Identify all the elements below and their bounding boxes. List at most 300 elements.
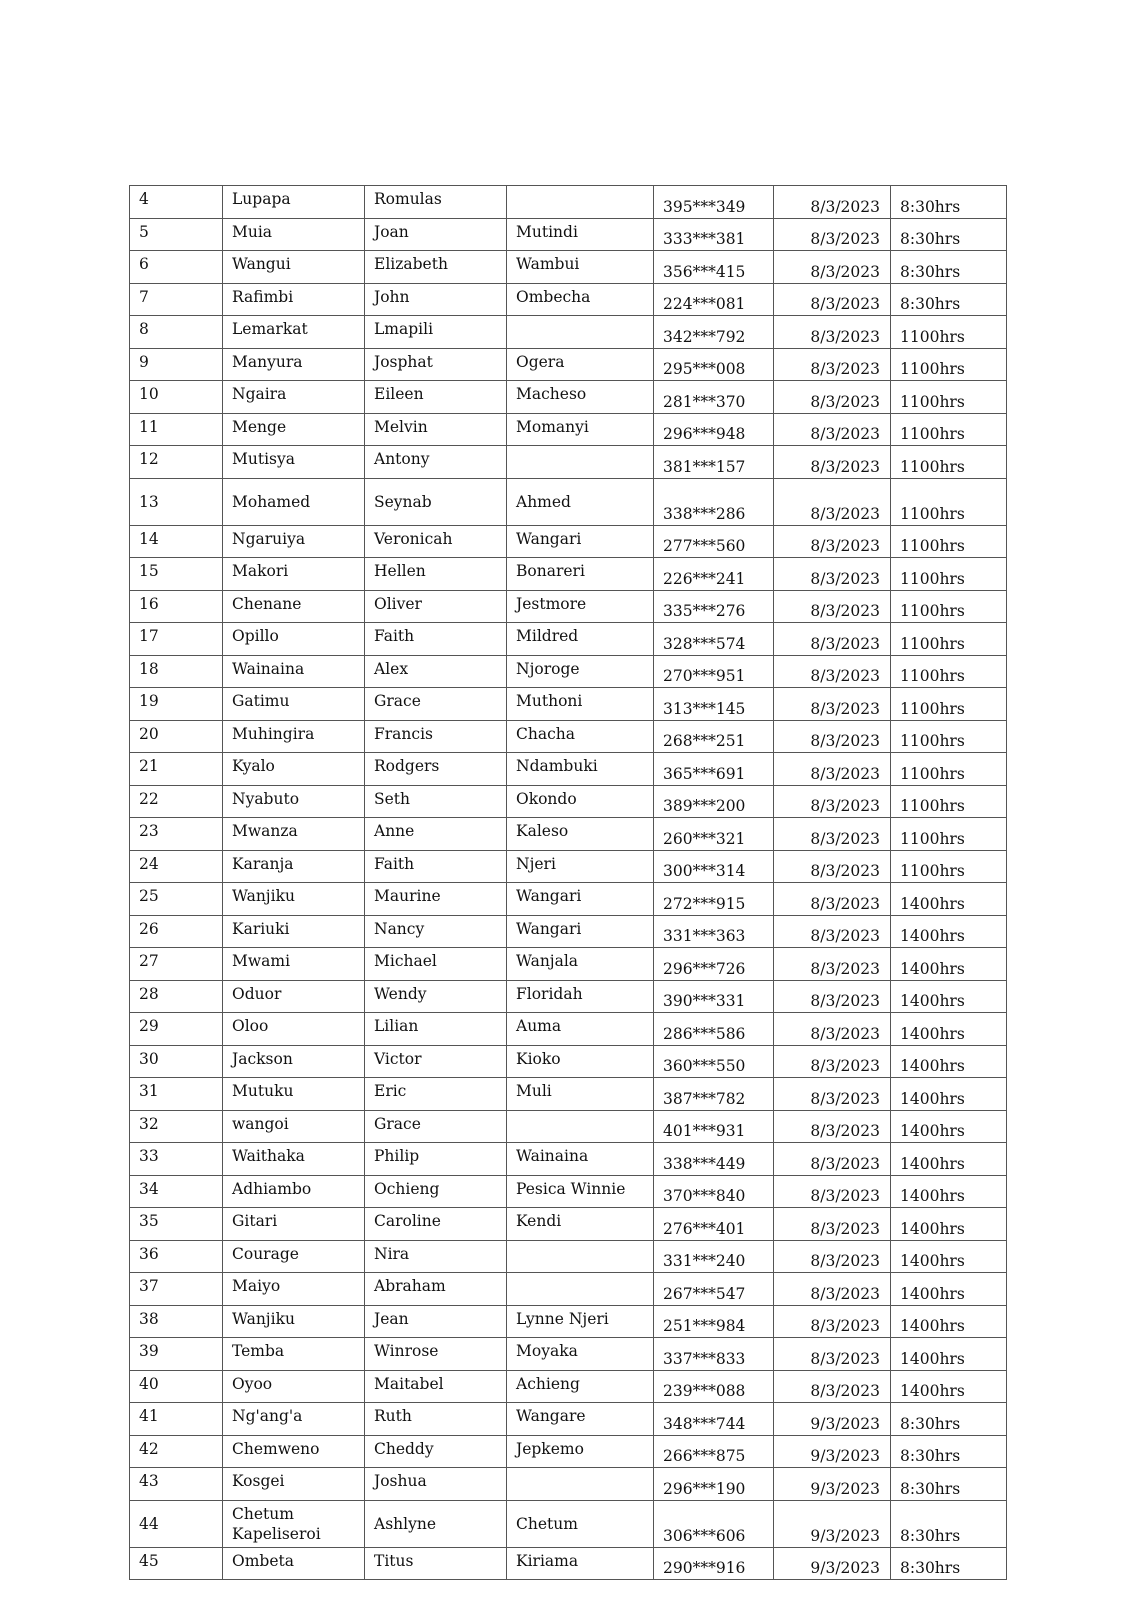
cell-surname: Opillo bbox=[223, 623, 365, 656]
cell-time: 1400hrs bbox=[891, 1013, 1007, 1046]
cell-first-name: Veronicah bbox=[365, 525, 507, 558]
table-row bbox=[130, 1013, 1007, 1046]
cell-first-name: Antony bbox=[365, 446, 507, 479]
cell-first-name: Lmapili bbox=[365, 316, 507, 349]
cell-number: 31 bbox=[130, 1078, 223, 1111]
cell-id-number: 331***240 bbox=[654, 1240, 774, 1273]
cell-time: 1400hrs bbox=[891, 1370, 1007, 1403]
cell-surname: Wainaina bbox=[223, 655, 365, 688]
cell-id-number: 356***415 bbox=[654, 251, 774, 284]
cell-date: 8/3/2023 bbox=[774, 623, 891, 656]
table-row bbox=[130, 186, 1007, 219]
table-row bbox=[130, 753, 1007, 786]
cell-number: 4 bbox=[130, 186, 223, 219]
cell-surname: Kyalo bbox=[223, 753, 365, 786]
cell-time: 1400hrs bbox=[891, 915, 1007, 948]
cell-time: 8:30hrs bbox=[891, 1468, 1007, 1501]
cell-surname: Chemweno bbox=[223, 1435, 365, 1468]
cell-time: 1400hrs bbox=[891, 1208, 1007, 1241]
cell-other-name: Chacha bbox=[507, 720, 654, 753]
cell-time: 1400hrs bbox=[891, 1078, 1007, 1111]
cell-first-name: Nancy bbox=[365, 915, 507, 948]
cell-date: 8/3/2023 bbox=[774, 1013, 891, 1046]
cell-first-name: Faith bbox=[365, 850, 507, 883]
cell-id-number: 277***560 bbox=[654, 525, 774, 558]
cell-time: 1400hrs bbox=[891, 883, 1007, 916]
cell-number: 20 bbox=[130, 720, 223, 753]
cell-date: 8/3/2023 bbox=[774, 1338, 891, 1371]
cell-time: 1100hrs bbox=[891, 446, 1007, 479]
cell-date: 8/3/2023 bbox=[774, 883, 891, 916]
cell-first-name: Ruth bbox=[365, 1403, 507, 1436]
cell-time: 8:30hrs bbox=[891, 1547, 1007, 1580]
cell-date: 8/3/2023 bbox=[774, 720, 891, 753]
cell-time: 8:30hrs bbox=[891, 218, 1007, 251]
cell-date: 9/3/2023 bbox=[774, 1435, 891, 1468]
cell-other-name: Njoroge bbox=[507, 655, 654, 688]
cell-surname: Oloo bbox=[223, 1013, 365, 1046]
cell-date: 8/3/2023 bbox=[774, 413, 891, 446]
cell-surname: Kariuki bbox=[223, 915, 365, 948]
cell-id-number: 267***547 bbox=[654, 1273, 774, 1306]
table-row bbox=[130, 1500, 1007, 1547]
cell-date: 8/3/2023 bbox=[774, 915, 891, 948]
cell-id-number: 290***916 bbox=[654, 1547, 774, 1580]
cell-other-name: Mildred bbox=[507, 623, 654, 656]
cell-first-name: Winrose bbox=[365, 1338, 507, 1371]
cell-surname: Muhingira bbox=[223, 720, 365, 753]
cell-other-name: Mutindi bbox=[507, 218, 654, 251]
cell-surname: Maiyo bbox=[223, 1273, 365, 1306]
cell-first-name: Faith bbox=[365, 623, 507, 656]
cell-first-name: Ochieng bbox=[365, 1175, 507, 1208]
cell-date: 8/3/2023 bbox=[774, 850, 891, 883]
cell-date: 8/3/2023 bbox=[774, 753, 891, 786]
cell-other-name: Lynne Njeri bbox=[507, 1305, 654, 1338]
cell-surname: Muia bbox=[223, 218, 365, 251]
schedule-table bbox=[129, 185, 1007, 1580]
cell-time: 8:30hrs bbox=[891, 1500, 1007, 1547]
cell-id-number: 387***782 bbox=[654, 1078, 774, 1111]
cell-id-number: 281***370 bbox=[654, 381, 774, 414]
table-row bbox=[130, 818, 1007, 851]
cell-other-name: Ogera bbox=[507, 348, 654, 381]
cell-number: 7 bbox=[130, 283, 223, 316]
cell-id-number: 270***951 bbox=[654, 655, 774, 688]
cell-id-number: 251***984 bbox=[654, 1305, 774, 1338]
cell-first-name: Michael bbox=[365, 948, 507, 981]
cell-time: 1100hrs bbox=[891, 525, 1007, 558]
cell-other-name: Floridah bbox=[507, 980, 654, 1013]
cell-id-number: 295***008 bbox=[654, 348, 774, 381]
cell-surname: Temba bbox=[223, 1338, 365, 1371]
cell-surname: Ng'ang'a bbox=[223, 1403, 365, 1436]
cell-id-number: 272***915 bbox=[654, 883, 774, 916]
cell-other-name: Jestmore bbox=[507, 590, 654, 623]
cell-date: 9/3/2023 bbox=[774, 1500, 891, 1547]
table-row bbox=[130, 218, 1007, 251]
cell-other-name: Wangari bbox=[507, 883, 654, 916]
cell-first-name: John bbox=[365, 283, 507, 316]
cell-time: 8:30hrs bbox=[891, 283, 1007, 316]
cell-date: 8/3/2023 bbox=[774, 948, 891, 981]
cell-id-number: 381***157 bbox=[654, 446, 774, 479]
cell-number: 11 bbox=[130, 413, 223, 446]
cell-surname: Makori bbox=[223, 558, 365, 591]
cell-first-name: Seth bbox=[365, 785, 507, 818]
cell-first-name: Anne bbox=[365, 818, 507, 851]
cell-number: 36 bbox=[130, 1240, 223, 1273]
cell-other-name bbox=[507, 1110, 654, 1143]
cell-first-name: Caroline bbox=[365, 1208, 507, 1241]
cell-other-name: Ndambuki bbox=[507, 753, 654, 786]
cell-first-name: Victor bbox=[365, 1045, 507, 1078]
cell-number: 6 bbox=[130, 251, 223, 284]
cell-first-name: Melvin bbox=[365, 413, 507, 446]
cell-id-number: 338***286 bbox=[654, 478, 774, 525]
cell-time: 1100hrs bbox=[891, 413, 1007, 446]
table-row bbox=[130, 948, 1007, 981]
cell-date: 8/3/2023 bbox=[774, 1110, 891, 1143]
table-row bbox=[130, 1468, 1007, 1501]
cell-id-number: 313***145 bbox=[654, 688, 774, 721]
table-row bbox=[130, 883, 1007, 916]
cell-time: 1400hrs bbox=[891, 980, 1007, 1013]
cell-surname: Wanjiku bbox=[223, 1305, 365, 1338]
table-row bbox=[130, 1110, 1007, 1143]
cell-id-number: 260***321 bbox=[654, 818, 774, 851]
cell-number: 37 bbox=[130, 1273, 223, 1306]
cell-date: 8/3/2023 bbox=[774, 186, 891, 219]
cell-surname: Manyura bbox=[223, 348, 365, 381]
cell-time: 1100hrs bbox=[891, 785, 1007, 818]
cell-date: 8/3/2023 bbox=[774, 1305, 891, 1338]
cell-first-name: Alex bbox=[365, 655, 507, 688]
cell-time: 1400hrs bbox=[891, 1338, 1007, 1371]
cell-number: 45 bbox=[130, 1547, 223, 1580]
cell-id-number: 268***251 bbox=[654, 720, 774, 753]
cell-number: 41 bbox=[130, 1403, 223, 1436]
cell-other-name: Wangare bbox=[507, 1403, 654, 1436]
cell-first-name: Elizabeth bbox=[365, 251, 507, 284]
cell-date: 8/3/2023 bbox=[774, 1208, 891, 1241]
cell-number: 21 bbox=[130, 753, 223, 786]
cell-time: 1400hrs bbox=[891, 1110, 1007, 1143]
cell-first-name: Seynab bbox=[365, 478, 507, 525]
table-row bbox=[130, 1045, 1007, 1078]
table-row bbox=[130, 1338, 1007, 1371]
cell-number: 33 bbox=[130, 1143, 223, 1176]
cell-other-name: Muli bbox=[507, 1078, 654, 1111]
cell-other-name: Macheso bbox=[507, 381, 654, 414]
cell-other-name: Momanyi bbox=[507, 413, 654, 446]
cell-other-name: Moyaka bbox=[507, 1338, 654, 1371]
cell-surname: Mwanza bbox=[223, 818, 365, 851]
cell-number: 35 bbox=[130, 1208, 223, 1241]
cell-surname: Chetum Kapeliseroi bbox=[223, 1500, 365, 1547]
cell-id-number: 266***875 bbox=[654, 1435, 774, 1468]
cell-number: 10 bbox=[130, 381, 223, 414]
table-row bbox=[130, 1305, 1007, 1338]
cell-id-number: 286***586 bbox=[654, 1013, 774, 1046]
table-row bbox=[130, 525, 1007, 558]
cell-first-name: Maurine bbox=[365, 883, 507, 916]
cell-surname: Wangui bbox=[223, 251, 365, 284]
cell-date: 8/3/2023 bbox=[774, 1370, 891, 1403]
cell-date: 8/3/2023 bbox=[774, 590, 891, 623]
table-row bbox=[130, 688, 1007, 721]
cell-surname: Courage bbox=[223, 1240, 365, 1273]
cell-surname: Mutuku bbox=[223, 1078, 365, 1111]
cell-surname: Gitari bbox=[223, 1208, 365, 1241]
cell-number: 5 bbox=[130, 218, 223, 251]
cell-other-name: Pesica Winnie bbox=[507, 1175, 654, 1208]
cell-first-name: Titus bbox=[365, 1547, 507, 1580]
cell-time: 1400hrs bbox=[891, 1045, 1007, 1078]
cell-other-name bbox=[507, 1273, 654, 1306]
cell-surname: Nyabuto bbox=[223, 785, 365, 818]
table-row bbox=[130, 785, 1007, 818]
table-row bbox=[130, 980, 1007, 1013]
cell-time: 8:30hrs bbox=[891, 1403, 1007, 1436]
table-row bbox=[130, 446, 1007, 479]
cell-time: 1400hrs bbox=[891, 1175, 1007, 1208]
cell-surname: Adhiambo bbox=[223, 1175, 365, 1208]
table-row bbox=[130, 381, 1007, 414]
cell-surname: Kosgei bbox=[223, 1468, 365, 1501]
cell-first-name: Grace bbox=[365, 1110, 507, 1143]
cell-id-number: 365***691 bbox=[654, 753, 774, 786]
cell-other-name: Wambui bbox=[507, 251, 654, 284]
cell-time: 1400hrs bbox=[891, 1305, 1007, 1338]
cell-time: 1100hrs bbox=[891, 558, 1007, 591]
table-row bbox=[130, 590, 1007, 623]
cell-first-name: Grace bbox=[365, 688, 507, 721]
table-row bbox=[130, 1370, 1007, 1403]
cell-id-number: 306***606 bbox=[654, 1500, 774, 1547]
cell-number: 28 bbox=[130, 980, 223, 1013]
cell-id-number: 331***363 bbox=[654, 915, 774, 948]
cell-number: 17 bbox=[130, 623, 223, 656]
cell-other-name: Kiriama bbox=[507, 1547, 654, 1580]
cell-id-number: 328***574 bbox=[654, 623, 774, 656]
cell-other-name: Njeri bbox=[507, 850, 654, 883]
cell-date: 8/3/2023 bbox=[774, 478, 891, 525]
cell-date: 9/3/2023 bbox=[774, 1468, 891, 1501]
table-row bbox=[130, 1078, 1007, 1111]
cell-date: 8/3/2023 bbox=[774, 818, 891, 851]
cell-number: 16 bbox=[130, 590, 223, 623]
cell-time: 1100hrs bbox=[891, 655, 1007, 688]
cell-date: 8/3/2023 bbox=[774, 251, 891, 284]
cell-number: 29 bbox=[130, 1013, 223, 1046]
table-row bbox=[130, 1240, 1007, 1273]
cell-surname: Jackson bbox=[223, 1045, 365, 1078]
cell-surname: wangoi bbox=[223, 1110, 365, 1143]
cell-id-number: 296***726 bbox=[654, 948, 774, 981]
cell-surname: Rafimbi bbox=[223, 283, 365, 316]
cell-number: 43 bbox=[130, 1468, 223, 1501]
cell-surname: Chenane bbox=[223, 590, 365, 623]
cell-number: 40 bbox=[130, 1370, 223, 1403]
cell-time: 1400hrs bbox=[891, 948, 1007, 981]
cell-other-name: Jepkemo bbox=[507, 1435, 654, 1468]
table-row bbox=[130, 348, 1007, 381]
cell-surname: Ngaira bbox=[223, 381, 365, 414]
cell-number: 22 bbox=[130, 785, 223, 818]
cell-surname: Oyoo bbox=[223, 1370, 365, 1403]
cell-time: 1400hrs bbox=[891, 1240, 1007, 1273]
table-row bbox=[130, 1403, 1007, 1436]
cell-surname: Mwami bbox=[223, 948, 365, 981]
cell-surname: Mohamed bbox=[223, 478, 365, 525]
cell-id-number: 335***276 bbox=[654, 590, 774, 623]
cell-other-name: Auma bbox=[507, 1013, 654, 1046]
cell-number: 9 bbox=[130, 348, 223, 381]
cell-first-name: Nira bbox=[365, 1240, 507, 1273]
cell-date: 8/3/2023 bbox=[774, 1240, 891, 1273]
table-row bbox=[130, 558, 1007, 591]
cell-first-name: Hellen bbox=[365, 558, 507, 591]
cell-number: 19 bbox=[130, 688, 223, 721]
cell-first-name: Maitabel bbox=[365, 1370, 507, 1403]
cell-time: 8:30hrs bbox=[891, 1435, 1007, 1468]
cell-time: 1100hrs bbox=[891, 720, 1007, 753]
cell-id-number: 296***948 bbox=[654, 413, 774, 446]
cell-other-name bbox=[507, 1468, 654, 1501]
cell-time: 8:30hrs bbox=[891, 251, 1007, 284]
cell-surname: Gatimu bbox=[223, 688, 365, 721]
table-row bbox=[130, 1273, 1007, 1306]
cell-number: 34 bbox=[130, 1175, 223, 1208]
cell-time: 1400hrs bbox=[891, 1273, 1007, 1306]
table-row bbox=[130, 720, 1007, 753]
cell-first-name: Abraham bbox=[365, 1273, 507, 1306]
table-row bbox=[130, 1143, 1007, 1176]
cell-first-name: Joan bbox=[365, 218, 507, 251]
cell-number: 26 bbox=[130, 915, 223, 948]
table-row bbox=[130, 1208, 1007, 1241]
cell-id-number: 395***349 bbox=[654, 186, 774, 219]
cell-first-name: Jean bbox=[365, 1305, 507, 1338]
cell-id-number: 296***190 bbox=[654, 1468, 774, 1501]
cell-date: 8/3/2023 bbox=[774, 558, 891, 591]
cell-id-number: 370***840 bbox=[654, 1175, 774, 1208]
cell-other-name: Kaleso bbox=[507, 818, 654, 851]
cell-number: 13 bbox=[130, 478, 223, 525]
cell-time: 8:30hrs bbox=[891, 186, 1007, 219]
cell-other-name bbox=[507, 186, 654, 219]
cell-time: 1100hrs bbox=[891, 850, 1007, 883]
cell-other-name: Wangari bbox=[507, 525, 654, 558]
cell-number: 42 bbox=[130, 1435, 223, 1468]
cell-id-number: 300***314 bbox=[654, 850, 774, 883]
cell-time: 1100hrs bbox=[891, 753, 1007, 786]
cell-id-number: 226***241 bbox=[654, 558, 774, 591]
cell-id-number: 389***200 bbox=[654, 785, 774, 818]
cell-first-name: Josphat bbox=[365, 348, 507, 381]
cell-date: 8/3/2023 bbox=[774, 980, 891, 1013]
cell-date: 8/3/2023 bbox=[774, 688, 891, 721]
cell-other-name: Okondo bbox=[507, 785, 654, 818]
table-row bbox=[130, 655, 1007, 688]
table-row bbox=[130, 1547, 1007, 1580]
cell-date: 8/3/2023 bbox=[774, 1078, 891, 1111]
cell-date: 9/3/2023 bbox=[774, 1403, 891, 1436]
cell-surname: Karanja bbox=[223, 850, 365, 883]
cell-time: 1100hrs bbox=[891, 316, 1007, 349]
cell-first-name: Joshua bbox=[365, 1468, 507, 1501]
cell-other-name bbox=[507, 1240, 654, 1273]
cell-number: 25 bbox=[130, 883, 223, 916]
cell-other-name: Kendi bbox=[507, 1208, 654, 1241]
cell-date: 8/3/2023 bbox=[774, 283, 891, 316]
table-row bbox=[130, 623, 1007, 656]
cell-surname: Mutisya bbox=[223, 446, 365, 479]
cell-surname: Lemarkat bbox=[223, 316, 365, 349]
cell-time: 1100hrs bbox=[891, 590, 1007, 623]
cell-first-name: Philip bbox=[365, 1143, 507, 1176]
cell-id-number: 333***381 bbox=[654, 218, 774, 251]
cell-other-name: Ahmed bbox=[507, 478, 654, 525]
cell-number: 8 bbox=[130, 316, 223, 349]
cell-id-number: 360***550 bbox=[654, 1045, 774, 1078]
cell-first-name: Rodgers bbox=[365, 753, 507, 786]
cell-time: 1400hrs bbox=[891, 1143, 1007, 1176]
cell-number: 15 bbox=[130, 558, 223, 591]
cell-surname: Lupapa bbox=[223, 186, 365, 219]
cell-surname: Menge bbox=[223, 413, 365, 446]
cell-date: 8/3/2023 bbox=[774, 1143, 891, 1176]
cell-surname: Wanjiku bbox=[223, 883, 365, 916]
cell-number: 39 bbox=[130, 1338, 223, 1371]
cell-date: 8/3/2023 bbox=[774, 381, 891, 414]
cell-surname: Waithaka bbox=[223, 1143, 365, 1176]
cell-id-number: 390***331 bbox=[654, 980, 774, 1013]
cell-date: 8/3/2023 bbox=[774, 1175, 891, 1208]
table-row bbox=[130, 413, 1007, 446]
cell-date: 8/3/2023 bbox=[774, 1045, 891, 1078]
cell-other-name: Chetum bbox=[507, 1500, 654, 1547]
cell-first-name: Romulas bbox=[365, 186, 507, 219]
table-row bbox=[130, 1175, 1007, 1208]
table-row bbox=[130, 850, 1007, 883]
cell-number: 44 bbox=[130, 1500, 223, 1547]
cell-date: 8/3/2023 bbox=[774, 218, 891, 251]
table-row bbox=[130, 283, 1007, 316]
table-row bbox=[130, 915, 1007, 948]
cell-id-number: 348***744 bbox=[654, 1403, 774, 1436]
cell-id-number: 342***792 bbox=[654, 316, 774, 349]
cell-number: 18 bbox=[130, 655, 223, 688]
cell-number: 14 bbox=[130, 525, 223, 558]
cell-number: 38 bbox=[130, 1305, 223, 1338]
cell-id-number: 224***081 bbox=[654, 283, 774, 316]
cell-number: 12 bbox=[130, 446, 223, 479]
cell-number: 24 bbox=[130, 850, 223, 883]
cell-date: 8/3/2023 bbox=[774, 316, 891, 349]
table-body bbox=[130, 186, 1007, 1580]
cell-number: 27 bbox=[130, 948, 223, 981]
cell-date: 8/3/2023 bbox=[774, 1273, 891, 1306]
cell-number: 23 bbox=[130, 818, 223, 851]
cell-number: 30 bbox=[130, 1045, 223, 1078]
cell-first-name: Ashlyne bbox=[365, 1500, 507, 1547]
table-row bbox=[130, 1435, 1007, 1468]
cell-other-name: Achieng bbox=[507, 1370, 654, 1403]
cell-time: 1100hrs bbox=[891, 348, 1007, 381]
cell-first-name: Wendy bbox=[365, 980, 507, 1013]
